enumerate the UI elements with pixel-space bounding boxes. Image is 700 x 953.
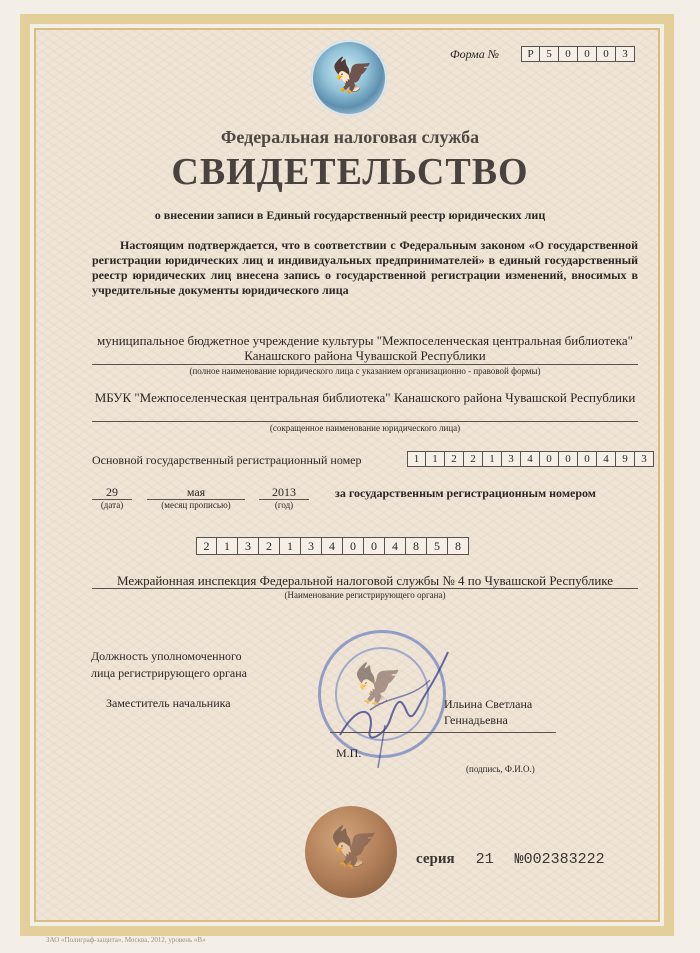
- ogrn-digit: 4: [597, 451, 616, 467]
- position-label-line2: лица регистрирующего органа: [91, 666, 247, 680]
- registration-year: 2013: [272, 485, 296, 499]
- ogrn-digit: 1: [426, 451, 445, 467]
- signatory-name-line2: Геннадьевна: [444, 713, 508, 727]
- grn-label: за государственным регистрационным номером: [335, 486, 596, 500]
- position-label: [91, 648, 247, 682]
- signatory-name-line1: Ильина Светлана: [444, 697, 533, 711]
- grn-digit: 5: [427, 537, 448, 555]
- form-number-label: Форма №: [450, 47, 500, 61]
- ogrn-digit: 1: [407, 451, 426, 467]
- registration-day: 29: [106, 485, 118, 499]
- ogrn-label: Основной государственный регистрационный номер: [92, 453, 362, 467]
- service-name: Федеральная налоговая служба: [220, 127, 480, 147]
- document-number: №002383222: [514, 851, 605, 868]
- form-number-digit: 0: [559, 46, 578, 62]
- document-subtitle: о внесении записи в Единый государственный реестр юридических лиц: [154, 208, 546, 222]
- short-name-underline: [92, 421, 638, 422]
- signature-underline: [330, 732, 556, 733]
- authority-caption: (Наименование регистрирующего органа): [284, 590, 446, 600]
- form-number-digit: 5: [540, 46, 559, 62]
- grn-cells: [196, 537, 469, 555]
- form-number-digit: 3: [616, 46, 635, 62]
- ogrn-digit: 4: [521, 451, 540, 467]
- grn-digit: 3: [238, 537, 259, 555]
- full-name-underline: [92, 364, 638, 365]
- grn-digit: 8: [448, 537, 469, 555]
- printer-info: ЗАО «Полиграф-защита», Москва, 2012, уровень «В»: [46, 936, 206, 944]
- ogrn-digit: 3: [635, 451, 654, 467]
- day-caption: (дата): [100, 500, 124, 510]
- series-label: серия: [416, 851, 455, 867]
- organization-full-name: муниципальное бюджетное учреждение культуры "Межпоселенческая центральная библиотека" Канашского района Чувашской Республики: [97, 333, 633, 363]
- form-number-digit: Р: [521, 46, 540, 62]
- signatory-position: Заместитель начальника: [106, 696, 231, 710]
- grn-digit: 1: [280, 537, 301, 555]
- short-name-caption: (сокращенное наименование юридического лица): [269, 423, 461, 433]
- ogrn-digit: 1: [483, 451, 502, 467]
- ogrn-digit: 0: [559, 451, 578, 467]
- year-caption: (год): [274, 500, 294, 510]
- grn-digit: 0: [364, 537, 385, 555]
- ogrn-digit: 9: [616, 451, 635, 467]
- ogrn-digit: 2: [445, 451, 464, 467]
- grn-digit: 0: [343, 537, 364, 555]
- series-value: 21: [475, 851, 494, 868]
- confirmation-text: Настоящим подтверждается, что в соответствии с Федеральным законом «О государственной регистрации юридических лиц и индивидуальных предпринимателей» в единый государственный реестр юридических лиц внесена запись о государственной регистрации изменений, вносимых в учредительные документы юридического лица: [92, 238, 638, 297]
- ogrn-digit: 3: [502, 451, 521, 467]
- full-name-caption: (полное наименование юридического лица с указанием организационно - правовой формы): [189, 366, 541, 376]
- seal-place-label: М.П.: [336, 746, 362, 760]
- ogrn-digit: 0: [540, 451, 559, 467]
- form-number-digit: 0: [597, 46, 616, 62]
- grn-digit: 2: [196, 537, 217, 555]
- copper-seal: [305, 806, 397, 898]
- authority-underline: [92, 588, 638, 589]
- grn-digit: 1: [217, 537, 238, 555]
- month-caption: (месяц прописью): [161, 500, 231, 510]
- form-number-cells: [521, 46, 635, 62]
- document-title: СВИДЕТЕЛЬСТВО: [171, 151, 529, 193]
- signature-caption: (подпись, Ф.И.О.): [466, 764, 535, 774]
- organization-short-name: МБУК "Межпоселенческая центральная библиотека" Канашского района Чувашской Республики: [94, 390, 636, 405]
- stamp-eagle-icon: 🦅: [353, 662, 403, 708]
- grn-digit: 2: [259, 537, 280, 555]
- grn-digit: 4: [322, 537, 343, 555]
- hologram-emblem-icon: 🦅: [311, 40, 387, 116]
- ogrn-digit: 2: [464, 451, 483, 467]
- position-label-line1: Должность уполномоченного: [91, 649, 242, 663]
- seal-eagle-icon: 🦅: [329, 825, 379, 871]
- registering-authority: Межрайонная инспекция Федеральной налоговой службы № 4 по Чувашской Республике: [116, 573, 614, 588]
- series-number: [416, 851, 605, 868]
- grn-digit: 3: [301, 537, 322, 555]
- form-number-digit: 0: [578, 46, 597, 62]
- ogrn-digit: 0: [578, 451, 597, 467]
- registration-month: мая: [186, 485, 206, 499]
- signatory-name: [444, 696, 532, 728]
- ogrn-cells: [407, 451, 654, 467]
- grn-digit: 4: [385, 537, 406, 555]
- grn-digit: 8: [406, 537, 427, 555]
